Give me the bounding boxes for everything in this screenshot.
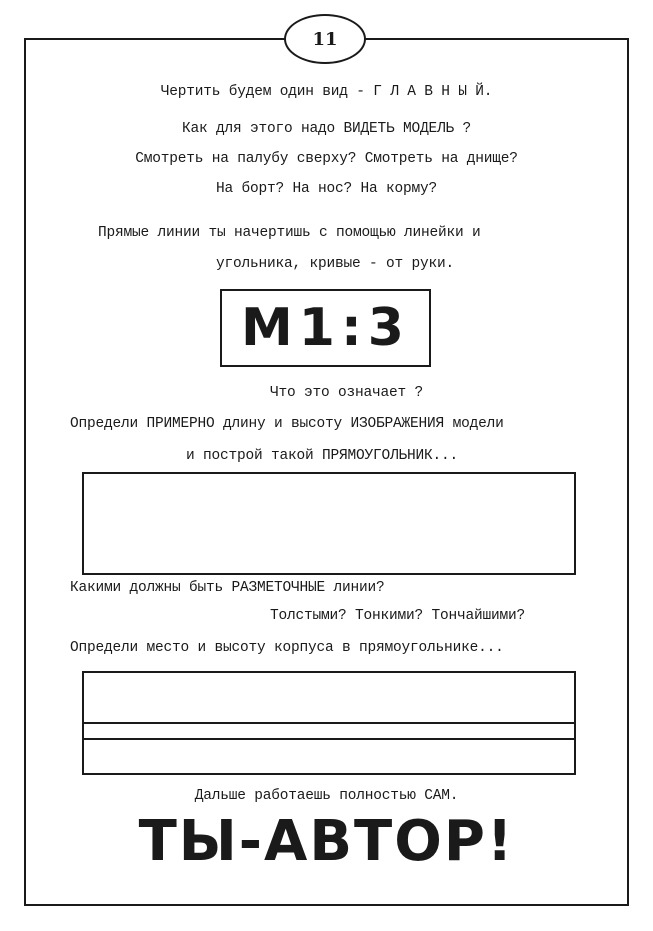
text-line-3: Смотреть на палубу сверху? Смотреть на днище? xyxy=(135,151,518,167)
hull-rectangle xyxy=(82,671,576,775)
text-line-12: Определи место и высоту корпуса в прямоугольнике... xyxy=(70,640,504,656)
drawing-rectangle xyxy=(82,472,576,575)
text-line-11: Толстыми? Тонкими? Тончайшими? xyxy=(270,608,526,624)
text-line-1: Чертить будем один вид - Г Л А В Н Ы Й. xyxy=(160,84,493,100)
page-number-text: 11 xyxy=(312,28,338,50)
text-line-7: Что это означает ? xyxy=(270,385,424,401)
text-line-5: Прямые линии ты начертишь с помощью линейки и xyxy=(98,225,481,241)
text-line-2: Как для этого надо ВИДЕТЬ МОДЕЛЬ ? xyxy=(181,121,472,137)
page-number xyxy=(284,14,366,64)
scale-label: М1:3 xyxy=(241,298,410,358)
marking-line-1 xyxy=(84,722,574,724)
text-line-4: На борт? На нос? На корму? xyxy=(215,181,438,197)
text-line-9: и построй такой ПРЯМОУГОЛЬНИК... xyxy=(186,448,459,464)
marking-line-2 xyxy=(84,738,574,740)
text-line-10: Какими должны быть РАЗМЕТОЧНЫЕ линии? xyxy=(70,580,385,596)
text-line-6: угольника, кривые - от руки. xyxy=(216,256,455,272)
scale-box xyxy=(220,289,431,367)
text-line-8: Определи ПРИМЕРНО длину и высоту ИЗОБРАЖЕНИЯ модели xyxy=(70,416,504,432)
author-banner: ТЫ-АВТОР! xyxy=(138,809,515,874)
text-line-13: Дальше работаешь полностью САМ. xyxy=(194,788,459,804)
